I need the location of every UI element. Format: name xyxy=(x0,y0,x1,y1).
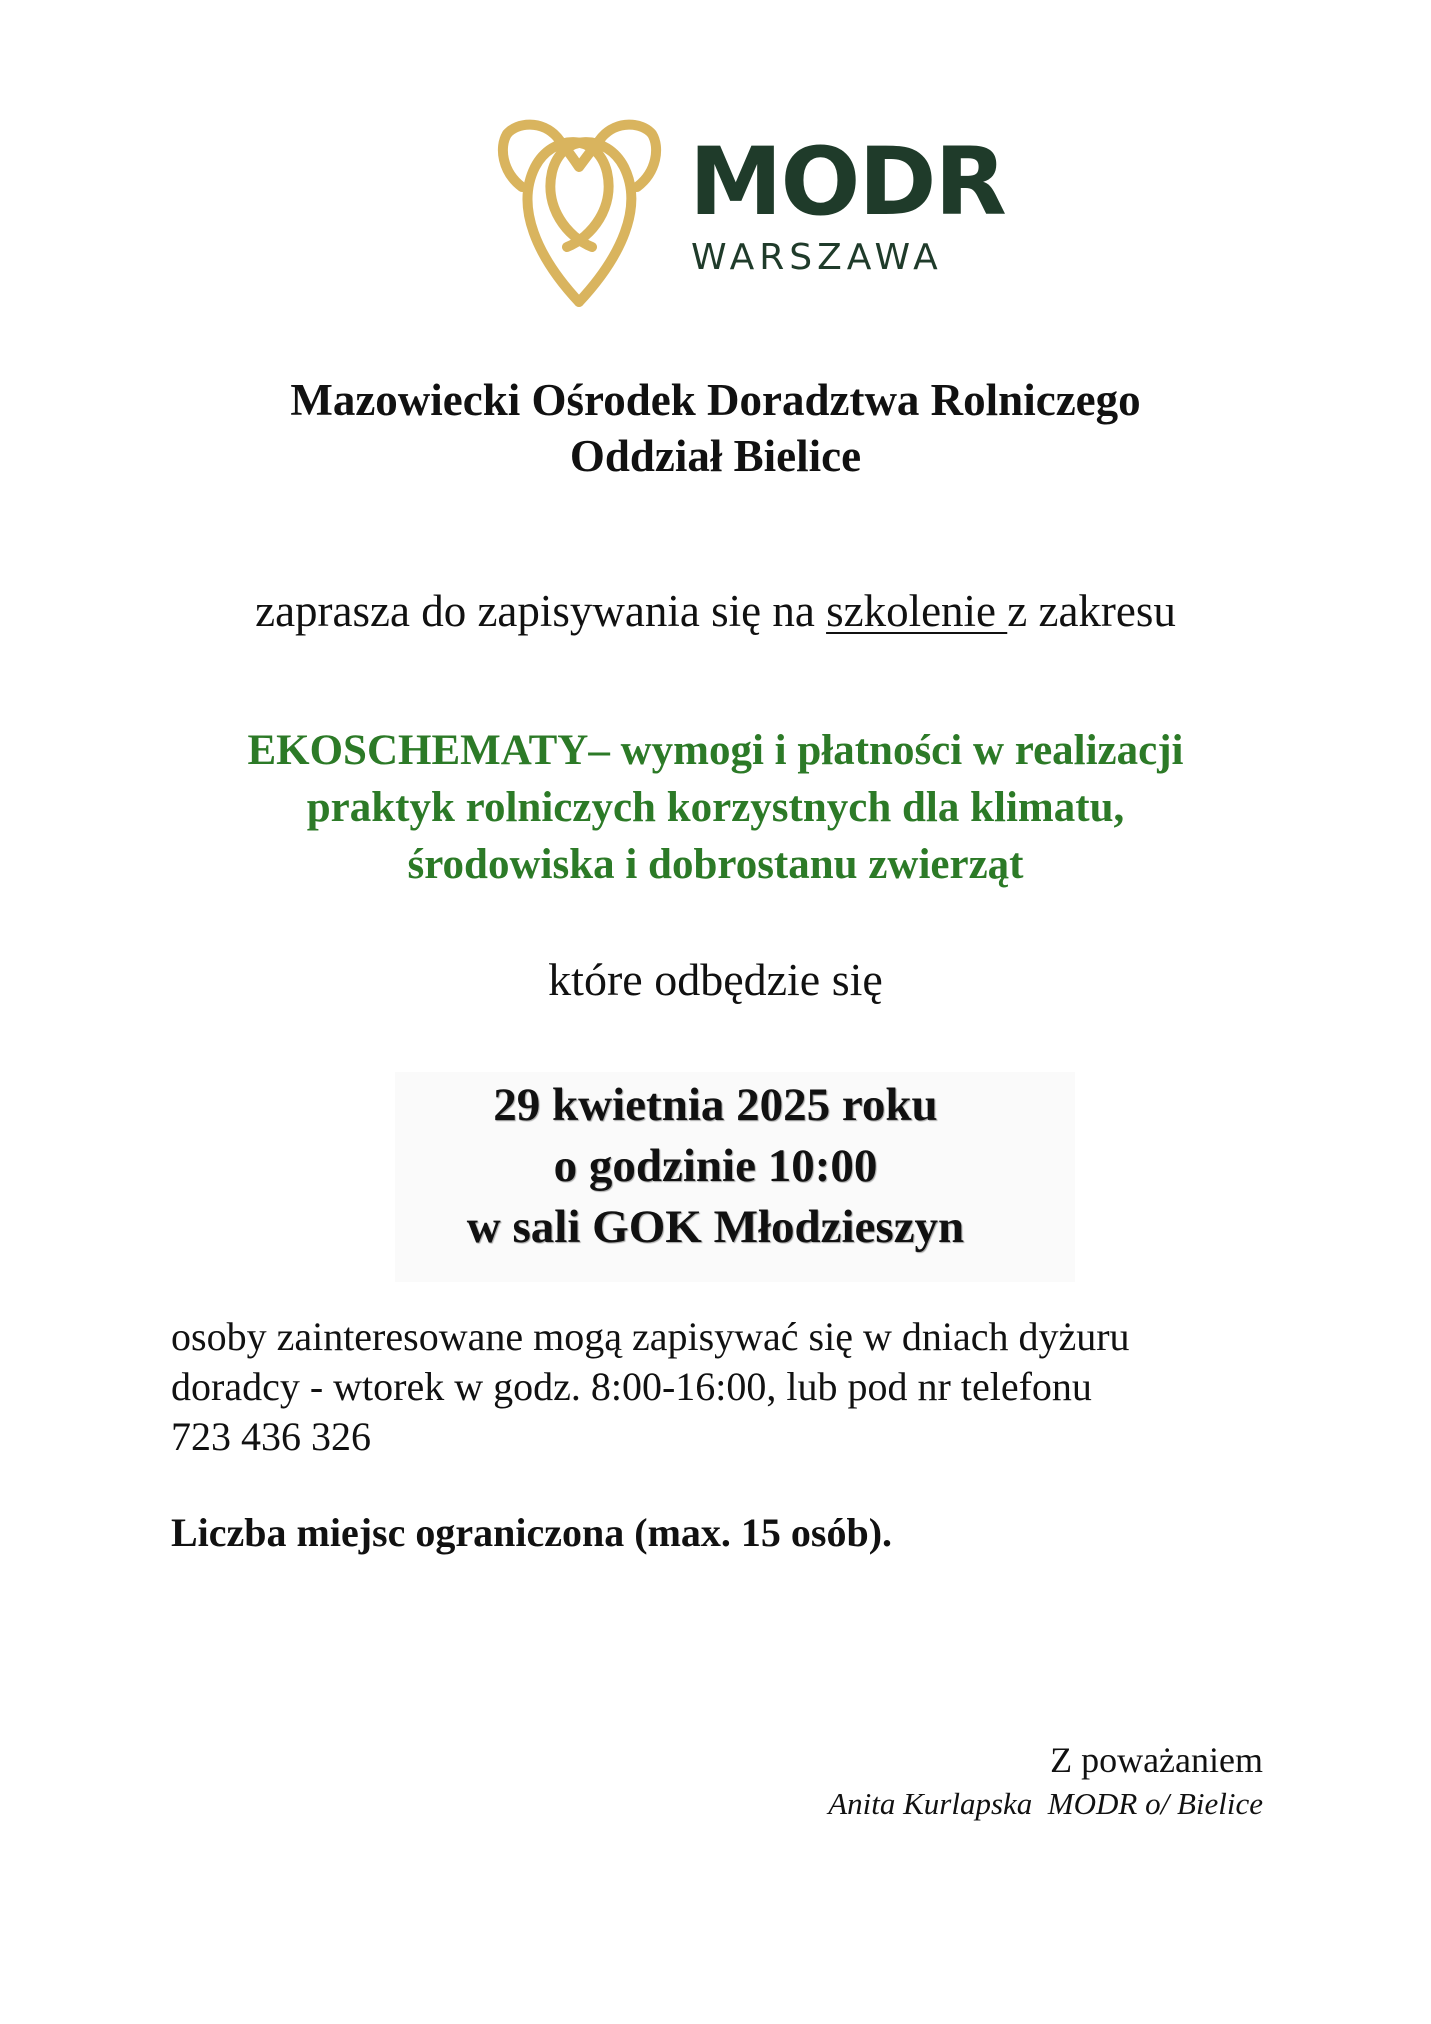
signature: Anita Kurlapska MODR o/ Bielice xyxy=(828,1786,1263,1821)
org-branch: Oddział Bielice xyxy=(569,431,862,481)
info-line-2: doradcy - wtorek w godz. 8:00-16:00, lub pod nr telefonu xyxy=(171,1364,1092,1409)
closing-greeting: Z poważaniem xyxy=(1050,1740,1263,1780)
modr-logo xyxy=(497,112,1005,312)
invitation-underlined: szkolenie xyxy=(826,586,1008,636)
invitation-before: zaprasza do zapisywania się na xyxy=(255,586,827,636)
invitation-line xyxy=(0,583,1431,639)
info-line-1: osoby zainteresowane mogą zapisywać się w dniach dyżuru xyxy=(171,1314,1130,1359)
event-place: w sali GOK Młodzieszyn xyxy=(466,1201,965,1253)
organization-header xyxy=(0,372,1431,484)
event-time: o godzinie 10:00 xyxy=(553,1140,878,1192)
event-details xyxy=(0,1075,1431,1258)
topic-line-1: EKOSCHEMATY– wymogi i płatności w realizacji xyxy=(247,727,1184,774)
seat-limit: Liczba miejsc ograniczona (max. 15 osób). xyxy=(171,1510,893,1555)
topic-line-3: środowiska i dobrostanu zwierząt xyxy=(407,841,1024,888)
org-name: Mazowiecki Ośrodek Doradztwa Rolniczego xyxy=(290,375,1141,425)
registration-info xyxy=(171,1312,1291,1462)
logo-name: MODR xyxy=(689,128,1005,237)
topic-line-2: praktyk rolniczych korzystnych dla klimatu, xyxy=(306,784,1125,831)
phone-number: 723 436 326 xyxy=(171,1414,371,1459)
triquetra-icon xyxy=(497,112,662,307)
event-date: 29 kwietnia 2025 roku xyxy=(493,1079,938,1131)
training-topic xyxy=(0,722,1431,893)
event-intro: które odbędzie się xyxy=(548,954,883,1005)
logo-subtitle: WARSZAWA xyxy=(691,237,943,278)
invitation-after: z zakresu xyxy=(1007,586,1176,636)
